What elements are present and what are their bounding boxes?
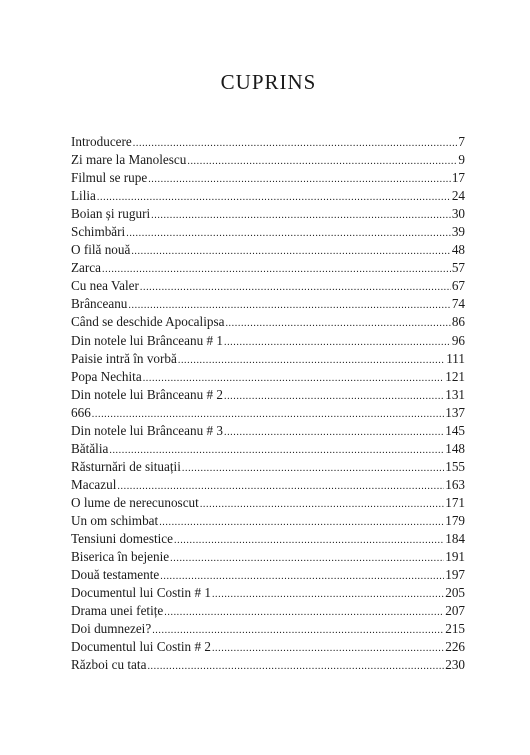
toc-entry-title: Răsturnări de situații xyxy=(71,458,181,474)
toc-entry-page-number: 96 xyxy=(451,332,465,348)
dot-leader xyxy=(151,207,451,225)
toc-entry-page-number: 7 xyxy=(458,134,465,149)
toc-entry-page-number: 163 xyxy=(445,476,465,492)
dot-leader xyxy=(212,586,444,604)
toc-entry-title: Macazul xyxy=(71,476,117,492)
toc-entry-page-number: 171 xyxy=(445,494,465,510)
toc-entry-page-number: 215 xyxy=(445,621,465,637)
table-of-contents xyxy=(71,133,465,674)
toc-entry-page-number: 24 xyxy=(451,188,465,204)
toc-entry-page-number: 197 xyxy=(445,567,465,583)
toc-entry-title: Filmul se rupe xyxy=(71,170,148,186)
toc-entry xyxy=(71,602,465,620)
dot-leader xyxy=(102,261,451,279)
toc-entry-page-number: 74 xyxy=(451,296,465,312)
toc-entry xyxy=(71,584,465,602)
toc-entry xyxy=(71,259,465,277)
toc-entry xyxy=(71,133,465,151)
toc-entry-title: Introducere xyxy=(71,134,132,149)
toc-entry-title: Doi dumnezei? xyxy=(71,621,152,637)
toc-entry-title: Drama unei fetițe xyxy=(71,603,164,619)
toc-entry-page-number: 191 xyxy=(445,549,465,565)
toc-entry-page-number: 48 xyxy=(451,242,465,258)
toc-entry xyxy=(71,205,465,223)
toc-entry xyxy=(71,151,465,169)
dot-leader xyxy=(126,225,451,243)
toc-entry-title: Paisie intră în vorbă xyxy=(71,350,177,366)
toc-entry-page-number: 148 xyxy=(445,440,465,456)
dot-leader xyxy=(159,514,444,532)
toc-entry-page-number: 121 xyxy=(445,368,465,384)
toc-entry-page-number: 17 xyxy=(451,170,465,186)
toc-entry xyxy=(71,422,465,440)
toc-entry xyxy=(71,548,465,566)
toc-entry xyxy=(71,494,465,512)
toc-entry-title: O lume de nerecunoscut xyxy=(71,494,199,510)
toc-entry xyxy=(71,313,465,331)
toc-entry xyxy=(71,566,465,584)
toc-entry-title: Din notele lui Brânceanu # 3 xyxy=(71,422,223,438)
toc-entry xyxy=(71,458,465,476)
toc-entry-page-number: 131 xyxy=(445,386,465,402)
toc-entry-title: Bătălia xyxy=(71,440,109,456)
toc-entry-page-number: 205 xyxy=(445,585,465,601)
toc-entry xyxy=(71,530,465,548)
toc-entry xyxy=(71,169,465,187)
toc-entry-page-number: 226 xyxy=(445,639,465,655)
toc-entry-title: O filă nouă xyxy=(71,242,131,258)
toc-entry xyxy=(71,386,465,404)
toc-entry-title: Un om schimbat xyxy=(71,512,159,528)
toc-entry-page-number: 155 xyxy=(445,458,465,474)
toc-entry xyxy=(71,476,465,494)
toc-entry-page-number: 137 xyxy=(445,404,465,420)
dot-leader xyxy=(140,279,451,297)
toc-entry-title: Zarca xyxy=(71,260,102,276)
dot-leader xyxy=(212,640,444,658)
toc-entry-title: 666 xyxy=(71,404,91,420)
toc-entry-title: Biserica în bejenie xyxy=(71,549,170,565)
toc-entry-page-number: 145 xyxy=(445,422,465,438)
dot-leader xyxy=(170,550,444,568)
toc-entry-page-number: 57 xyxy=(451,260,465,276)
toc-entry xyxy=(71,638,465,656)
dot-leader xyxy=(182,460,444,478)
toc-entry-title: Lilia xyxy=(71,188,96,204)
toc-entry xyxy=(71,512,465,530)
toc-entry xyxy=(71,187,465,205)
toc-entry xyxy=(71,295,465,313)
toc-entry-title: Din notele lui Brânceanu # 2 xyxy=(71,386,223,402)
toc-entry-page-number: 230 xyxy=(445,657,465,673)
toc-entry-title: Cu nea Valer xyxy=(71,278,139,294)
toc-entry-title: Când se deschide Apocalipsa xyxy=(71,314,225,330)
toc-entry xyxy=(71,241,465,259)
toc-entry-title: Documentul lui Costin # 1 xyxy=(71,585,211,601)
toc-entry-page-number: 86 xyxy=(451,314,465,330)
toc-entry-page-number: 67 xyxy=(451,278,465,294)
dot-leader xyxy=(224,388,444,406)
toc-entry xyxy=(71,440,465,458)
dot-leader xyxy=(148,171,451,189)
toc-entry xyxy=(71,404,465,422)
toc-entry-title: Război cu tata xyxy=(71,657,147,673)
dot-leader xyxy=(225,315,450,333)
dot-leader xyxy=(224,424,444,442)
dot-leader xyxy=(224,334,451,352)
toc-entry-title: Boian și ruguri xyxy=(71,206,151,222)
dot-leader xyxy=(187,153,457,171)
dot-leader xyxy=(147,658,444,676)
dot-leader xyxy=(131,243,450,261)
toc-entry-title: Tensiuni domestice xyxy=(71,531,173,547)
toc-entry-title: Schimbări xyxy=(71,224,126,240)
dot-leader xyxy=(174,532,444,550)
toc-entry-title: Popa Nechita xyxy=(71,368,142,384)
toc-entry-title: Documentul lui Costin # 2 xyxy=(71,639,211,655)
toc-entry-page-number: 179 xyxy=(445,512,465,528)
toc-entry-title: Brânceanu xyxy=(71,296,128,312)
toc-entry-page-number: 30 xyxy=(451,206,465,222)
page-title: CUPRINS xyxy=(220,70,317,94)
toc-entry-page-number: 207 xyxy=(445,603,465,619)
toc-entry-page-number: 184 xyxy=(445,531,465,547)
toc-entry xyxy=(71,350,465,368)
dot-leader xyxy=(200,496,444,514)
toc-entry-page-number: 111 xyxy=(446,350,465,366)
toc-entry xyxy=(71,656,465,674)
toc-entry-title: Zi mare la Manolescu xyxy=(71,152,187,168)
toc-entry xyxy=(71,277,465,295)
toc-entry xyxy=(71,368,465,386)
dot-leader xyxy=(178,352,445,370)
toc-entry xyxy=(71,223,465,241)
toc-entry xyxy=(71,332,465,350)
toc-entry-title: Două testamente xyxy=(71,567,160,583)
toc-entry-page-number: 9 xyxy=(458,152,465,168)
toc-entry xyxy=(71,620,465,638)
toc-entry-page-number: 39 xyxy=(451,224,465,240)
dot-leader xyxy=(164,604,444,622)
toc-entry-title: Din notele lui Brânceanu # 1 xyxy=(71,332,223,348)
